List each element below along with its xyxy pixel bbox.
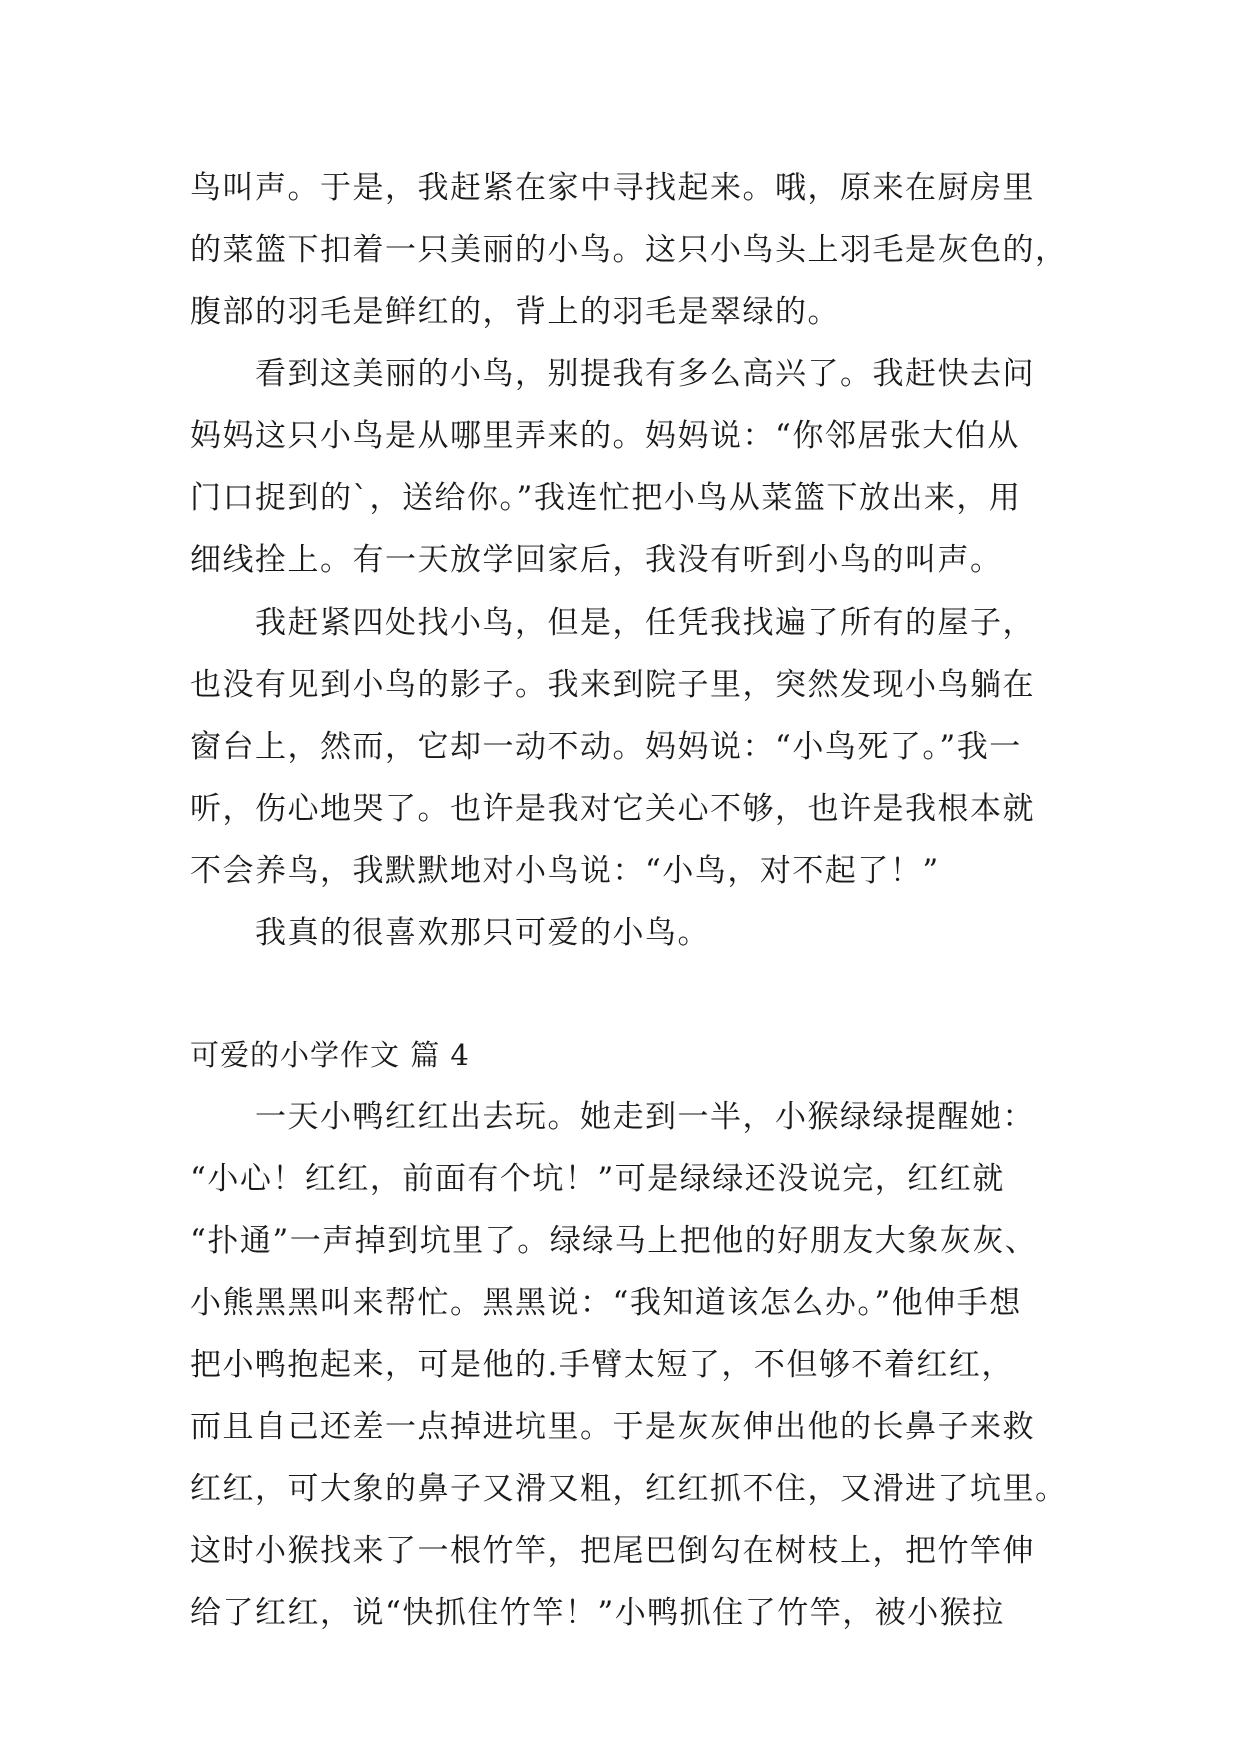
paragraph-line: 听，伤心地哭了。也许是我对它关心不够，也许是我根本就 [190,791,1035,827]
paragraph-line: 也没有见到小鸟的影子。我来到院子里，突然发现小鸟躺在 [190,667,1035,703]
paragraph-line: 妈妈这只小鸟是从哪里弄来的。妈妈说：“你邻居张大伯从 [190,418,1020,454]
paragraph-line: 而且自己还差一点掉进坑里。于是灰灰伸出他的长鼻子来救 [190,1409,1035,1445]
paragraph-line: 窗台上，然而，它却一动不动。妈妈说：“小鸟死了。”我一 [190,729,1022,765]
paragraph-line: 门口捉到的`，送给你。”我连忙把小鸟从菜篮下放出来，用 [190,480,1022,516]
paragraph-line: 腹部的羽毛是鲜红的，背上的羽毛是翠绿的。 [190,294,840,330]
paragraph-line: 把小鸭抱起来，可是他的.手臂太短了，不但够不着红红， [190,1347,1014,1383]
paragraph-line: 这时小猴找来了一根竹竿，把尾巴倒勾在树枝上，把竹竿伸 [190,1533,1035,1569]
paragraph-line: 的菜篮下扣着一只美丽的小鸟。这只小鸟头上羽毛是灰色的， [190,232,1068,268]
paragraph-line: 我赶紧四处找小鸟，但是，任凭我找遍了所有的屋子， [190,605,1035,641]
paragraph-line: 细线拴上。有一天放学回家后，我没有听到小鸟的叫声。 [190,542,1003,578]
paragraph-line: 一天小鸭红红出去玩。她走到一半，小猴绿绿提醒她： [190,1099,1035,1135]
paragraph-line: 鸟叫声。于是，我赶紧在家中寻找起来。哦，原来在厨房里 [190,170,1035,206]
paragraph-line: “扑通”一声掉到坑里了。绿绿马上把他的好朋友大象灰灰、 [190,1223,1038,1259]
paragraph-line: “小心！红红，前面有个坑！”可是绿绿还没说完，红红就 [190,1161,1005,1197]
section-heading: 可爱的小学作文 篇 4 [190,1038,470,1072]
paragraph-line: 看到这美丽的小鸟，别提我有多么高兴了。我赶快去问 [190,356,1035,392]
paragraph-line: 给了红红，说“快抓住竹竿！”小鸭抓住了竹竿，被小猴拉 [190,1595,1005,1631]
paragraph-line: 我真的很喜欢那只可爱的小鸟。 [190,915,710,951]
paragraph-line: 小熊黑黑叫来帮忙。黑黑说：“我知道该怎么办。”他伸手想 [190,1285,1022,1321]
paragraph-line: 红红，可大象的鼻子又滑又粗，红红抓不住，又滑进了坑里。 [190,1471,1068,1507]
paragraph-line: 不会养鸟，我默默地对小鸟说：“小鸟，对不起了！” [190,853,940,889]
